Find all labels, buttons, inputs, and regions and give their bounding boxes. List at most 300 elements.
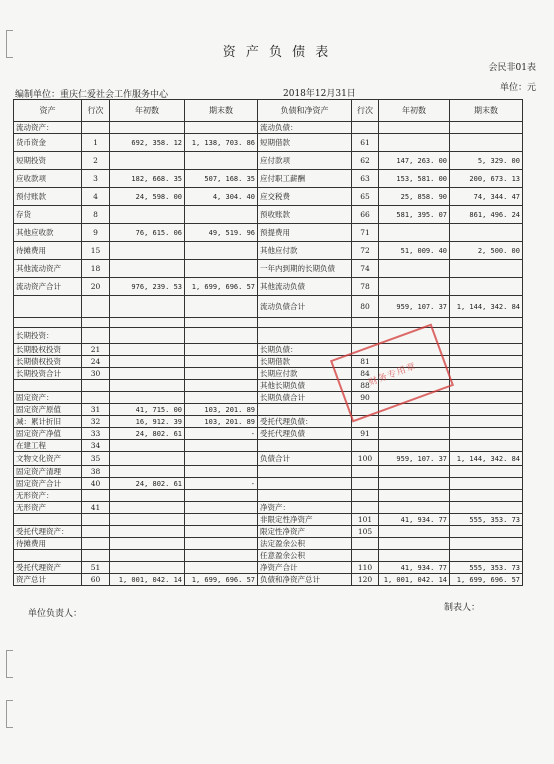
table-row <box>14 502 523 514</box>
asset-line: 31 <box>82 404 110 416</box>
table-row <box>14 478 523 490</box>
liability-begin <box>379 318 450 328</box>
table-row <box>14 296 523 318</box>
asset-begin: 24, 598. 00 <box>110 188 185 206</box>
liability-begin <box>379 526 450 538</box>
liability-end: 200, 673. 13 <box>450 170 523 188</box>
liability-end <box>450 538 523 550</box>
liability-label: 净资产： <box>258 502 352 514</box>
asset-end: 1, 138, 703. 86 <box>185 134 258 152</box>
liability-end: 1, 144, 342. 84 <box>450 296 523 318</box>
liability-end <box>450 404 523 416</box>
column-header-begin2: 年初数 <box>379 100 450 122</box>
asset-begin <box>110 452 185 466</box>
asset-label: 货币资金 <box>14 134 82 152</box>
binding-hole <box>6 700 13 728</box>
asset-line: 40 <box>82 478 110 490</box>
table-row <box>14 452 523 466</box>
liability-end <box>450 278 523 296</box>
asset-begin: 16, 912. 39 <box>110 416 185 428</box>
asset-label: 短期投资 <box>14 152 82 170</box>
asset-begin <box>110 502 185 514</box>
liability-line: 62 <box>352 152 379 170</box>
asset-label: 受托代理资产 <box>14 562 82 574</box>
liability-label <box>258 466 352 478</box>
asset-begin: 24, 802. 61 <box>110 428 185 440</box>
liability-end <box>450 356 523 368</box>
asset-label: 文物文化资产 <box>14 452 82 466</box>
table-row <box>14 538 523 550</box>
liability-line <box>352 122 379 134</box>
liability-label: 长期负债合计 <box>258 392 352 404</box>
liability-begin <box>379 440 450 452</box>
asset-line <box>82 514 110 526</box>
liability-label: 应付款项 <box>258 152 352 170</box>
currency-unit: 单位：元 <box>499 83 536 93</box>
liability-label <box>258 318 352 328</box>
asset-label: 应收款项 <box>14 170 82 188</box>
liability-label <box>258 440 352 452</box>
table-row <box>14 392 523 404</box>
asset-line: 3 <box>82 170 110 188</box>
liability-label <box>258 490 352 502</box>
asset-end: - <box>185 478 258 490</box>
asset-end <box>185 260 258 278</box>
asset-begin <box>110 356 185 368</box>
column-header-line: 行次 <box>82 100 110 122</box>
liability-line: 88 <box>352 380 379 392</box>
asset-begin <box>110 328 185 344</box>
table-row <box>14 514 523 526</box>
asset-label: 长期债权投资 <box>14 356 82 368</box>
liability-label: 应付职工薪酬 <box>258 170 352 188</box>
liability-begin <box>379 466 450 478</box>
liability-end: 555, 353. 73 <box>450 514 523 526</box>
liability-begin <box>379 260 450 278</box>
asset-label: 流动资产合计 <box>14 278 82 296</box>
asset-line: 8 <box>82 206 110 224</box>
liability-begin: 153, 581. 00 <box>379 170 450 188</box>
table-row <box>14 416 523 428</box>
asset-end <box>185 440 258 452</box>
asset-begin: 1, 001, 042. 14 <box>110 574 185 586</box>
asset-line: 4 <box>82 188 110 206</box>
asset-line <box>82 392 110 404</box>
asset-line: 20 <box>82 278 110 296</box>
liability-end <box>450 380 523 392</box>
liability-line <box>352 478 379 490</box>
liability-begin: 147, 263. 00 <box>379 152 450 170</box>
asset-begin <box>110 242 185 260</box>
liability-begin <box>379 122 450 134</box>
asset-label: 固定资产原值 <box>14 404 82 416</box>
liability-line <box>352 318 379 328</box>
liability-label: 任意盈余公积 <box>258 550 352 562</box>
asset-begin <box>110 392 185 404</box>
asset-label: 在建工程 <box>14 440 82 452</box>
asset-begin <box>110 490 185 502</box>
asset-end <box>185 122 258 134</box>
liability-label: 长期应付款 <box>258 368 352 380</box>
liability-line: 84 <box>352 368 379 380</box>
binding-hole <box>6 650 13 678</box>
table-row <box>14 404 523 416</box>
asset-begin <box>110 206 185 224</box>
asset-begin <box>110 344 185 356</box>
table-row <box>14 490 523 502</box>
asset-label: 待摊费用 <box>14 538 82 550</box>
liability-begin <box>379 224 450 242</box>
liability-line: 63 <box>352 170 379 188</box>
table-row <box>14 122 523 134</box>
asset-end: 507, 168. 35 <box>185 170 258 188</box>
asset-begin <box>110 550 185 562</box>
liability-line: 80 <box>352 296 379 318</box>
liability-line <box>352 502 379 514</box>
liability-begin: 41, 934. 77 <box>379 514 450 526</box>
liability-line: 72 <box>352 242 379 260</box>
asset-end <box>185 514 258 526</box>
asset-line <box>82 550 110 562</box>
liability-end <box>450 224 523 242</box>
asset-end <box>185 466 258 478</box>
asset-label <box>14 318 82 328</box>
liability-end <box>450 526 523 538</box>
balance-sheet-body <box>14 100 523 586</box>
asset-label <box>14 550 82 562</box>
liability-line: 65 <box>352 188 379 206</box>
table-row <box>14 260 523 278</box>
liability-end: 861, 496. 24 <box>450 206 523 224</box>
asset-end <box>185 242 258 260</box>
table-row <box>14 526 523 538</box>
asset-label: 待摊费用 <box>14 242 82 260</box>
asset-begin <box>110 538 185 550</box>
asset-label: 资产总计 <box>14 574 82 586</box>
asset-begin <box>110 466 185 478</box>
reporting-organization: 编制单位：重庆仁爱社会工作服务中心 <box>15 90 169 100</box>
footer-responsible: 单位负责人： <box>28 609 83 619</box>
liability-end <box>450 478 523 490</box>
asset-end <box>185 392 258 404</box>
liability-label <box>258 404 352 416</box>
asset-label: 无形资产 <box>14 502 82 514</box>
table-row <box>14 188 523 206</box>
liability-line: 78 <box>352 278 379 296</box>
asset-label: 长期投资： <box>14 328 82 344</box>
asset-end <box>185 356 258 368</box>
liability-label: 受托代理负债 <box>258 428 352 440</box>
liability-begin: 1, 001, 042. 14 <box>379 574 450 586</box>
asset-end <box>185 562 258 574</box>
asset-line <box>82 122 110 134</box>
asset-end <box>185 490 258 502</box>
liability-begin: 959, 107. 37 <box>379 452 450 466</box>
asset-label: 存货 <box>14 206 82 224</box>
liability-label: 法定盈余公积 <box>258 538 352 550</box>
asset-label: 无形资产： <box>14 490 82 502</box>
document-title: 资 产 负 债 表 <box>222 45 332 60</box>
asset-begin <box>110 152 185 170</box>
liability-label: 限定性净资产 <box>258 526 352 538</box>
liability-label: 净资产合计 <box>258 562 352 574</box>
asset-label: 长期股权投资 <box>14 344 82 356</box>
asset-end <box>185 526 258 538</box>
liability-end <box>450 466 523 478</box>
asset-end <box>185 344 258 356</box>
column-header-liability: 负债和净资产 <box>258 100 352 122</box>
report-date: 2018年12月31日 <box>283 89 356 99</box>
table-row <box>14 574 523 586</box>
liability-begin: 959, 107. 37 <box>379 296 450 318</box>
asset-end: 1, 699, 696. 57 <box>185 278 258 296</box>
liability-label: 流动负债： <box>258 122 352 134</box>
asset-line <box>82 380 110 392</box>
asset-line: 34 <box>82 440 110 452</box>
column-header-end: 期末数 <box>185 100 258 122</box>
liability-end <box>450 344 523 356</box>
liability-end: 1, 144, 342. 84 <box>450 452 523 466</box>
table-row <box>14 428 523 440</box>
asset-end <box>185 152 258 170</box>
liability-end: 555, 353. 73 <box>450 562 523 574</box>
asset-label: 固定资产合计 <box>14 478 82 490</box>
table-row <box>14 562 523 574</box>
liability-end <box>450 392 523 404</box>
asset-label: 固定资产净值 <box>14 428 82 440</box>
table-row <box>14 242 523 260</box>
asset-end <box>185 368 258 380</box>
balance-sheet-table <box>13 99 523 586</box>
liability-label: 受托代理负债： <box>258 416 352 428</box>
asset-label: 其他应收款 <box>14 224 82 242</box>
liability-line: 100 <box>352 452 379 466</box>
liability-line <box>352 466 379 478</box>
asset-line <box>82 328 110 344</box>
asset-begin: 41, 715. 00 <box>110 404 185 416</box>
table-row <box>14 328 523 344</box>
table-row <box>14 440 523 452</box>
asset-begin <box>110 122 185 134</box>
asset-line <box>82 490 110 502</box>
liability-end <box>450 440 523 452</box>
liability-label: 预收账款 <box>258 206 352 224</box>
liability-end <box>450 368 523 380</box>
liability-begin: 41, 934. 77 <box>379 562 450 574</box>
liability-line <box>352 328 379 344</box>
column-header-asset: 资产 <box>14 100 82 122</box>
asset-label: 受托代理资产： <box>14 526 82 538</box>
liability-begin <box>379 278 450 296</box>
liability-label: 负债合计 <box>258 452 352 466</box>
asset-line: 21 <box>82 344 110 356</box>
table-row <box>14 224 523 242</box>
liability-label: 长期负债： <box>258 344 352 356</box>
column-header-end2: 期末数 <box>450 100 523 122</box>
asset-begin <box>110 526 185 538</box>
table-row <box>14 170 523 188</box>
asset-begin <box>110 318 185 328</box>
asset-end <box>185 380 258 392</box>
liability-line <box>352 490 379 502</box>
table-row <box>14 318 523 328</box>
asset-line: 51 <box>82 562 110 574</box>
asset-end: 103, 201. 89 <box>185 404 258 416</box>
asset-label: 流动资产： <box>14 122 82 134</box>
liability-end <box>450 550 523 562</box>
asset-end <box>185 206 258 224</box>
table-row <box>14 206 523 224</box>
liability-end: 2, 500. 00 <box>450 242 523 260</box>
liability-label: 短期借款 <box>258 134 352 152</box>
table-row <box>14 134 523 152</box>
asset-begin <box>110 380 185 392</box>
liability-label: 其他长期负债 <box>258 380 352 392</box>
liability-begin <box>379 416 450 428</box>
liability-begin <box>379 134 450 152</box>
liability-label: 一年内到期的长期负债 <box>258 260 352 278</box>
liability-line <box>352 538 379 550</box>
form-code: 会民非01表 <box>488 63 536 73</box>
column-header-begin: 年初数 <box>110 100 185 122</box>
liability-line: 110 <box>352 562 379 574</box>
liability-begin <box>379 428 450 440</box>
asset-label: 长期投资合计 <box>14 368 82 380</box>
liability-line: 105 <box>352 526 379 538</box>
asset-end <box>185 502 258 514</box>
liability-line: 90 <box>352 392 379 404</box>
asset-line: 24 <box>82 356 110 368</box>
asset-begin: 692, 358. 12 <box>110 134 185 152</box>
asset-end: 1, 699, 696. 57 <box>185 574 258 586</box>
asset-end: 4, 304. 40 <box>185 188 258 206</box>
liability-line: 91 <box>352 428 379 440</box>
asset-line: 60 <box>82 574 110 586</box>
asset-begin: 976, 239. 53 <box>110 278 185 296</box>
liability-label: 流动负债合计 <box>258 296 352 318</box>
table-row <box>14 344 523 356</box>
table-row <box>14 152 523 170</box>
liability-line: 61 <box>352 134 379 152</box>
liability-end <box>450 122 523 134</box>
asset-label: 预付账款 <box>14 188 82 206</box>
liability-end: 1, 699, 696. 57 <box>450 574 523 586</box>
asset-line: 32 <box>82 416 110 428</box>
liability-label: 应交税费 <box>258 188 352 206</box>
asset-line <box>82 538 110 550</box>
liability-line: 81 <box>352 356 379 368</box>
liability-line: 120 <box>352 574 379 586</box>
liability-line: 66 <box>352 206 379 224</box>
asset-end: - <box>185 428 258 440</box>
asset-end <box>185 318 258 328</box>
asset-begin <box>110 296 185 318</box>
asset-begin: 76, 615. 06 <box>110 224 185 242</box>
asset-end: 49, 519. 96 <box>185 224 258 242</box>
asset-line: 38 <box>82 466 110 478</box>
asset-line: 9 <box>82 224 110 242</box>
asset-begin <box>110 514 185 526</box>
liability-line: 71 <box>352 224 379 242</box>
asset-end: 103, 201. 89 <box>185 416 258 428</box>
asset-label <box>14 380 82 392</box>
liability-begin <box>379 538 450 550</box>
table-row <box>14 550 523 562</box>
liability-label <box>258 328 352 344</box>
asset-end <box>185 452 258 466</box>
liability-line: 101 <box>352 514 379 526</box>
asset-line: 33 <box>82 428 110 440</box>
asset-line: 30 <box>82 368 110 380</box>
table-row <box>14 278 523 296</box>
liability-label: 负债和净资产总计 <box>258 574 352 586</box>
asset-end <box>185 550 258 562</box>
asset-label: 固定资产清理 <box>14 466 82 478</box>
asset-line: 41 <box>82 502 110 514</box>
asset-begin <box>110 440 185 452</box>
liability-label: 非限定性净资产 <box>258 514 352 526</box>
liability-begin <box>379 478 450 490</box>
footer-preparer: 制表人： <box>444 603 481 613</box>
asset-line <box>82 318 110 328</box>
asset-line <box>82 526 110 538</box>
asset-line: 18 <box>82 260 110 278</box>
asset-line: 2 <box>82 152 110 170</box>
asset-line: 1 <box>82 134 110 152</box>
liability-begin: 25, 858. 90 <box>379 188 450 206</box>
liability-begin: 51, 009. 40 <box>379 242 450 260</box>
liability-line <box>352 550 379 562</box>
liability-label <box>258 478 352 490</box>
liability-end <box>450 328 523 344</box>
asset-label: 固定资产： <box>14 392 82 404</box>
asset-begin: 24, 802. 61 <box>110 478 185 490</box>
liability-label: 长期借款 <box>258 356 352 368</box>
liability-end <box>450 416 523 428</box>
asset-begin: 182, 668. 35 <box>110 170 185 188</box>
asset-line: 35 <box>82 452 110 466</box>
liability-begin <box>379 490 450 502</box>
table-header-row <box>14 100 523 122</box>
liability-line: 74 <box>352 260 379 278</box>
asset-end <box>185 328 258 344</box>
column-header-line2: 行次 <box>352 100 379 122</box>
asset-line <box>82 296 110 318</box>
asset-label <box>14 296 82 318</box>
asset-begin <box>110 562 185 574</box>
liability-end: 74, 344. 47 <box>450 188 523 206</box>
asset-begin <box>110 368 185 380</box>
liability-label: 预提费用 <box>258 224 352 242</box>
liability-end <box>450 490 523 502</box>
liability-end <box>450 260 523 278</box>
table-row <box>14 466 523 478</box>
liability-end <box>450 428 523 440</box>
liability-begin <box>379 550 450 562</box>
liability-end <box>450 502 523 514</box>
liability-line <box>352 440 379 452</box>
asset-label <box>14 514 82 526</box>
liability-end <box>450 318 523 328</box>
official-seal-stamp: 财务专用章 <box>330 324 454 423</box>
liability-label: 其他应付款 <box>258 242 352 260</box>
asset-label: 其他流动资产 <box>14 260 82 278</box>
asset-end <box>185 296 258 318</box>
liability-label: 其他流动负债 <box>258 278 352 296</box>
asset-end <box>185 538 258 550</box>
liability-end <box>450 134 523 152</box>
liability-begin <box>379 502 450 514</box>
